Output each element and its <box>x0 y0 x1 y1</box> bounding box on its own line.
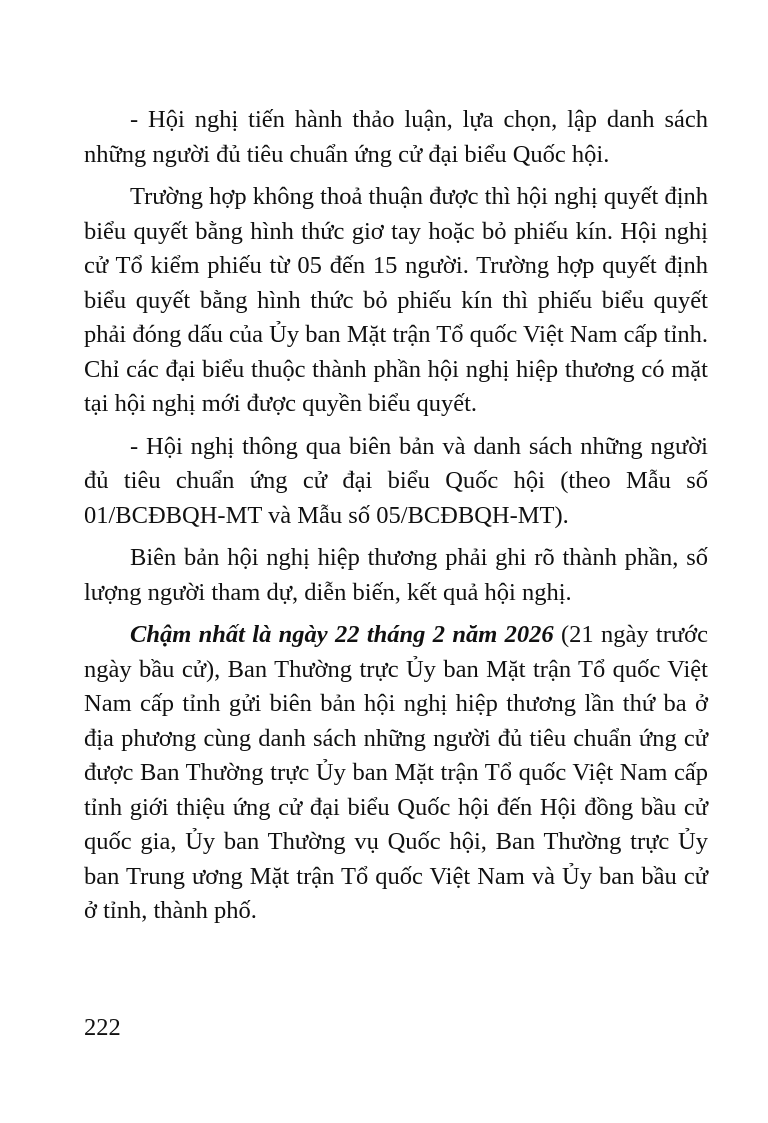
paragraph-text: (21 ngày trước ngày bầu cử), Ban Thường trực Ủy ban Mặt trận Tổ quốc Việt Nam cấp tỉnh gửi biên bản hội nghị hiệp thương lần thứ ba ở địa phương cùng danh sách những người đủ tiêu chuẩn ứng cử được Ban Thường trực Ủy ban Mặt trận Tổ quốc Việt Nam cấp tỉnh giới thiệu ứng cử đại biểu Quốc hội đến Hội đồng bầu cử quốc gia, Ủy ban Thường vụ Quốc hội, Ban Thường trực Ủy ban Trung ương Mặt trận Tổ quốc Việt Nam và Ủy ban bầu cử ở tỉnh, thành phố. <box>84 621 708 924</box>
paragraph-1 <box>84 103 708 172</box>
page-number: 222 <box>84 1014 121 1041</box>
paragraph-4 <box>84 541 708 610</box>
paragraph-2 <box>84 180 708 422</box>
paragraph-3 <box>84 430 708 534</box>
paragraph-text: - Hội nghị thông qua biên bản và danh sách những người đủ tiêu chuẩn ứng cử đại biểu Quốc hội (theo Mẫu số 01/BCĐBQH-MT và Mẫu số 05/BCĐBQH-MT). <box>84 432 708 529</box>
paragraph-text: Trường hợp không thoả thuận được thì hội nghị quyết định biểu quyết bằng hình thức giơ tay hoặc bỏ phiếu kín. Hội nghị cử Tổ kiểm phiếu từ 05 đến 15 người. Trường hợp quyết định biểu quyết bằng hình thức bỏ phiếu kín thì phiếu biểu quyết phải đóng dấu của Ủy ban Mặt trận Tổ quốc Việt Nam cấp tỉnh. Chỉ các đại biểu thuộc thành phần hội nghị hiệp thương có mặt tại hội nghị mới được quyền biểu quyết. <box>84 183 708 417</box>
document-body <box>84 103 708 937</box>
paragraph-5 <box>84 618 708 929</box>
paragraph-text: - Hội nghị tiến hành thảo luận, lựa chọn, lập danh sách những người đủ tiêu chuẩn ứng cử đại biểu Quốc hội. <box>84 106 708 168</box>
paragraph-text: Biên bản hội nghị hiệp thương phải ghi rõ thành phần, số lượng người tham dự, diễn biến, kết quả hội nghị. <box>84 544 708 606</box>
deadline-emphasis: Chậm nhất là ngày 22 tháng 2 năm 2026 <box>130 621 554 648</box>
